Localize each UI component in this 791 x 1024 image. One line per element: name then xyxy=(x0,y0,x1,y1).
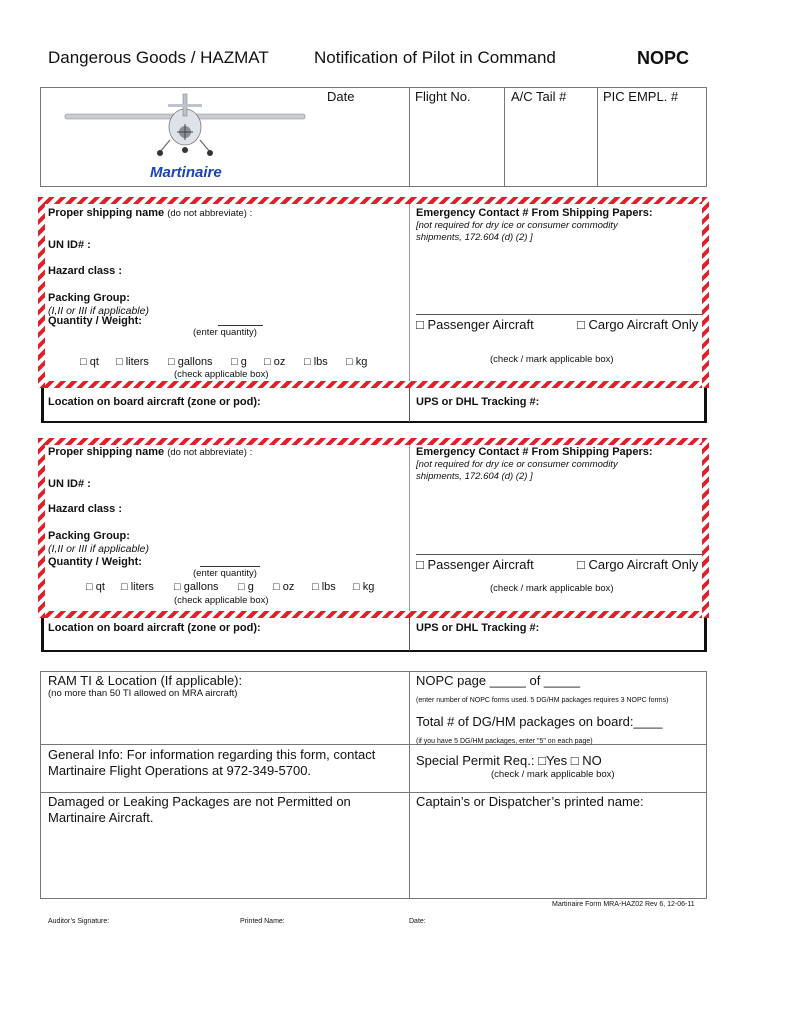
quantity-label: Quantity / Weight: xyxy=(48,315,142,327)
special-permit-note: (check / mark applicable box) xyxy=(491,769,615,780)
tail-number-label: A/C Tail # xyxy=(511,89,567,104)
unit-oz-checkbox[interactable]: □ oz xyxy=(264,356,286,368)
form-revision: Martinaire Form MRA-HAZ02 Rev 6, 12-06-11 xyxy=(552,901,695,908)
passenger-aircraft-checkbox[interactable]: □ Passenger Aircraft xyxy=(416,317,534,332)
enter-quantity-note: (enter quantity) xyxy=(193,327,257,338)
aircraft-logo xyxy=(60,92,310,187)
unit-qt-checkbox[interactable]: □ qt xyxy=(80,356,99,368)
unit-liters-checkbox[interactable]: □ liters xyxy=(116,356,149,368)
total-packages-field: Total # of DG/HM packages on board:____ xyxy=(416,714,663,729)
emergency-note-line1: [not required for dry ice or consumer commodity xyxy=(416,459,618,470)
unit-gallons-checkbox[interactable]: □ gallons xyxy=(168,356,213,368)
emergency-note-line2: shipments, 172.604 (d) (2) ] xyxy=(416,471,533,482)
location-on-board-label: Location on board aircraft (zone or pod): xyxy=(48,622,261,634)
emergency-note-line1: [not required for dry ice or consumer commodity xyxy=(416,220,618,231)
passenger-aircraft-checkbox[interactable]: □ Passenger Aircraft xyxy=(416,557,534,572)
location-on-board-label: Location on board aircraft (zone or pod): xyxy=(48,396,261,408)
proper-shipping-label: Proper shipping name xyxy=(48,446,165,458)
check-mark-note: (check / mark applicable box) xyxy=(490,354,614,365)
check-applicable-note: (check applicable box) xyxy=(174,369,269,380)
hazmat-block-2 xyxy=(38,438,709,618)
packing-group-note: (I,II or III if applicable) xyxy=(48,543,149,555)
total-packages-note: (if you have 5 DG/HM packages, enter "5" on each page) xyxy=(416,738,593,745)
captain-name-label: Captain’s or Dispatcher’s printed name: xyxy=(416,794,644,809)
packing-group-note: (I,II or III if applicable) xyxy=(48,305,149,317)
nopc-page-field: NOPC page _____ of _____ xyxy=(416,673,581,688)
martinaire-logo-text: Martinaire xyxy=(150,164,222,181)
enter-quantity-note: (enter quantity) xyxy=(193,568,257,579)
printed-name-label: Printed Name: xyxy=(240,918,285,925)
unit-liters-checkbox[interactable]: □ liters xyxy=(121,581,154,593)
tracking-number-label: UPS or DHL Tracking #: xyxy=(416,396,540,408)
cargo-aircraft-checkbox[interactable]: □ Cargo Aircraft Only xyxy=(577,317,699,332)
hazmat-block-1 xyxy=(38,197,709,388)
no-abbreviate-note: (do not abbreviate) : xyxy=(167,447,253,458)
check-mark-note: (check / mark applicable box) xyxy=(490,583,614,594)
damaged-packages-line1: Damaged or Leaking Packages are not Permitted on xyxy=(48,794,351,809)
general-info-line2: Martinaire Flight Operations at 972-349-5700. xyxy=(48,763,312,778)
date-label: Date xyxy=(327,89,355,104)
flight-number-label: Flight No. xyxy=(415,89,471,104)
ram-ti-label: RAM TI & Location (If applicable): xyxy=(48,673,243,688)
unit-g-checkbox[interactable]: □ g xyxy=(231,356,247,368)
packing-group-label: Packing Group: xyxy=(48,292,130,304)
pic-employee-label: PIC EMPL. # xyxy=(603,89,679,104)
airplane-icon xyxy=(60,92,310,162)
emergency-note-line2: shipments, 172.604 (d) (2) ] xyxy=(416,232,533,243)
additional-info-table xyxy=(40,671,707,899)
unit-kg-checkbox[interactable]: □ kg xyxy=(353,581,375,593)
form-code: NOPC xyxy=(637,48,690,68)
proper-shipping-label: Proper shipping name xyxy=(48,207,165,219)
form-subtitle: Notification of Pilot in Command xyxy=(314,48,556,67)
hazard-class-label: Hazard class : xyxy=(48,503,122,515)
form-title: Dangerous Goods / HAZMAT xyxy=(48,48,269,67)
cargo-aircraft-checkbox[interactable]: □ Cargo Aircraft Only xyxy=(577,557,699,572)
un-id-label: UN ID# : xyxy=(48,239,91,251)
quantity-label: Quantity / Weight: xyxy=(48,556,142,568)
emergency-contact-label: Emergency Contact # From Shipping Papers: xyxy=(416,207,653,219)
unit-g-checkbox[interactable]: □ g xyxy=(238,581,254,593)
tracking-number-label: UPS or DHL Tracking #: xyxy=(416,622,540,634)
unit-oz-checkbox[interactable]: □ oz xyxy=(273,581,295,593)
packing-group-label: Packing Group: xyxy=(48,530,130,542)
ram-ti-note: (no more than 50 TI allowed on MRA aircraft) xyxy=(48,688,238,699)
damaged-packages-line2: Martinaire Aircraft. xyxy=(48,810,154,825)
date-footer-label: Date: xyxy=(409,918,426,925)
unit-gallons-checkbox[interactable]: □ gallons xyxy=(174,581,219,593)
hazard-class-label: Hazard class : xyxy=(48,265,122,277)
un-id-label: UN ID# : xyxy=(48,478,91,490)
auditor-signature-label: Auditor’s Signature: xyxy=(48,918,110,925)
unit-kg-checkbox[interactable]: □ kg xyxy=(346,356,368,368)
emergency-contact-label: Emergency Contact # From Shipping Papers: xyxy=(416,446,653,458)
special-permit-field[interactable]: Special Permit Req.: □Yes □ NO xyxy=(416,753,602,768)
unit-qt-checkbox[interactable]: □ qt xyxy=(86,581,105,593)
no-abbreviate-note: (do not abbreviate) : xyxy=(167,208,253,219)
general-info-line1: General Info: For information regarding this form, contact xyxy=(48,747,376,762)
nopc-page-note: (enter number of NOPC forms used. 5 DG/HM packages requires 3 NOPC forms) xyxy=(416,697,669,704)
unit-lbs-checkbox[interactable]: □ lbs xyxy=(312,581,336,593)
check-applicable-note: (check applicable box) xyxy=(174,595,269,606)
unit-lbs-checkbox[interactable]: □ lbs xyxy=(304,356,328,368)
